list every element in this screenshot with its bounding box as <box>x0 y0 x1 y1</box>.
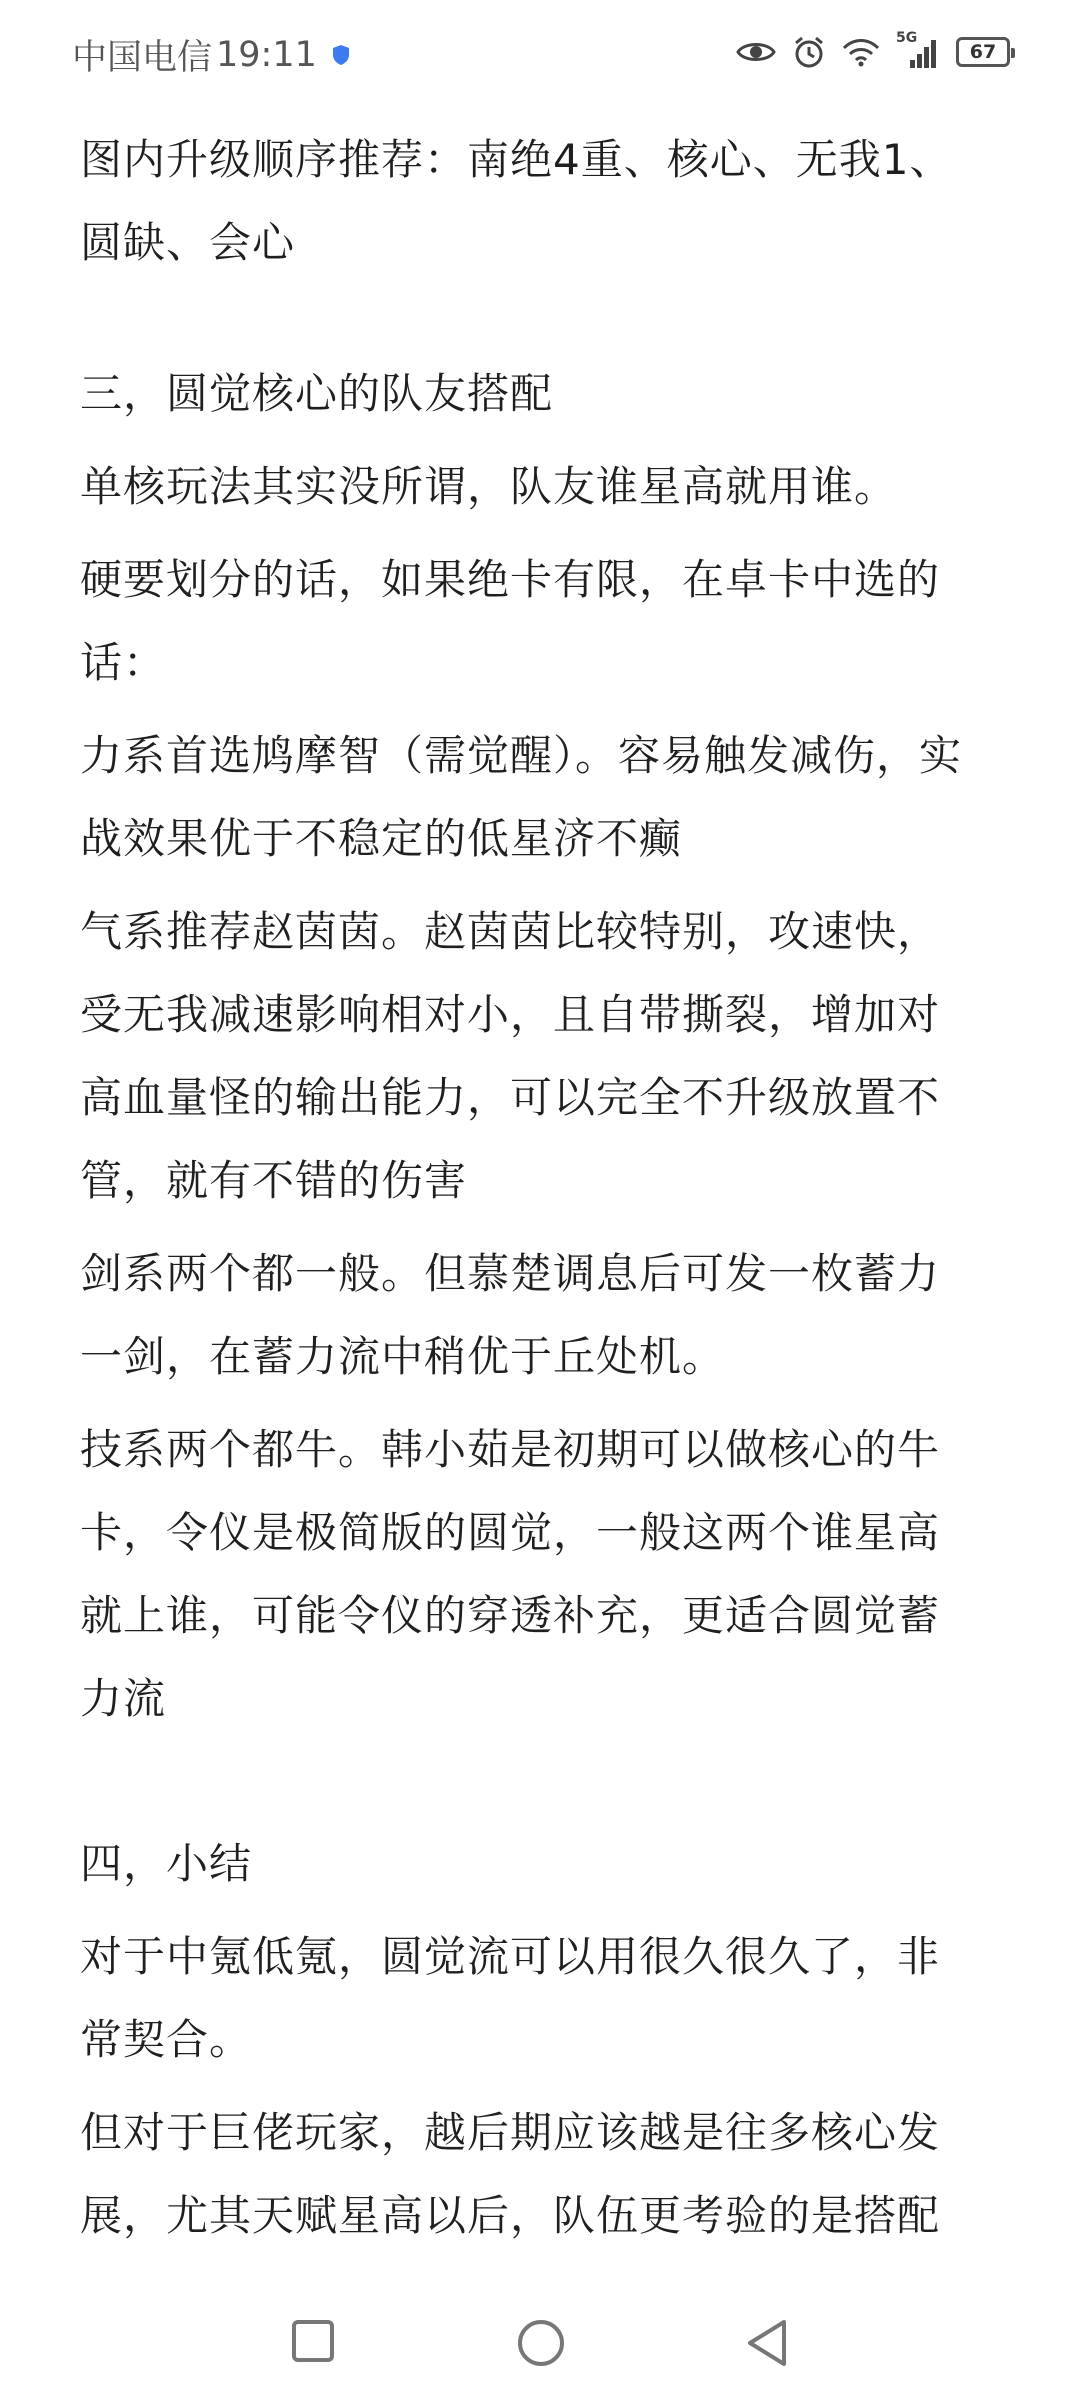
back-button[interactable] <box>744 2318 790 2368</box>
signal-group <box>896 30 940 70</box>
paragraph-sword: 剑系两个都一般。但慕楚调息后可发一枚蓄力一剑，在蓄力流中稍优于丘处机。 <box>80 1249 941 1381</box>
home-button[interactable] <box>516 2318 566 2368</box>
battery-icon <box>956 37 1010 67</box>
carrier-label: 中国电信 <box>72 38 213 78</box>
paragraph-low-spend: 对于中氪低氪，圆觉流可以用很久很久了，非常契合。 <box>80 1932 941 2064</box>
recent-apps-button[interactable] <box>290 2318 336 2364</box>
paragraph-single-core: 单核玩法其实没所谓，队友谁星高就用谁。 <box>80 462 898 511</box>
article-body <box>80 118 980 2267</box>
signal-icon <box>896 34 940 70</box>
paragraph-big-spender: 但对于巨佬玩家，越后期应该越是往多核心发展，尤其天赋星高以后，队伍更考验的是搭配 <box>80 2108 941 2240</box>
status-icons <box>736 30 1010 74</box>
section-title-summary: 四，小结 <box>80 1839 253 1888</box>
navigation-bar <box>0 2290 1080 2400</box>
paragraph-upgrade-order: 图内升级顺序推荐：南绝4重、核心、无我1、圆缺、会心 <box>80 135 953 267</box>
wifi-icon <box>842 37 880 67</box>
carrier-time <box>72 30 351 80</box>
paragraph-card-choice: 硬要划分的话，如果绝卡有限，在卓卡中选的话： <box>80 555 941 687</box>
clock: 19:11 <box>216 35 317 75</box>
paragraph-strength: 力系首选鸠摩智（需觉醒）。容易触发减伤，实战效果优于不稳定的低星济不癫 <box>80 731 963 863</box>
paragraph-qi: 气系推荐赵茵茵。赵茵茵比较特别，攻速快，受无我减速影响相对小，且自带撕裂，增加对高血量怪的输出能力，可以完全不升级放置不管，就有不错的伤害 <box>80 907 941 1205</box>
battery-level: 67 <box>969 41 997 63</box>
paragraph-skill: 技系两个都牛。韩小茹是初期可以做核心的牛卡，令仪是极简版的圆觉，一般这两个谁星高就上谁，可能令仪的穿透补充，更适合圆觉蓄力流 <box>80 1425 941 1723</box>
eye-icon <box>736 38 776 66</box>
section-title-teammates: 三，圆觉核心的队友搭配 <box>80 369 554 418</box>
status-bar <box>0 0 1080 100</box>
alarm-icon <box>792 35 826 69</box>
shield-icon <box>331 44 351 66</box>
network-type-label: 5G <box>896 30 918 46</box>
